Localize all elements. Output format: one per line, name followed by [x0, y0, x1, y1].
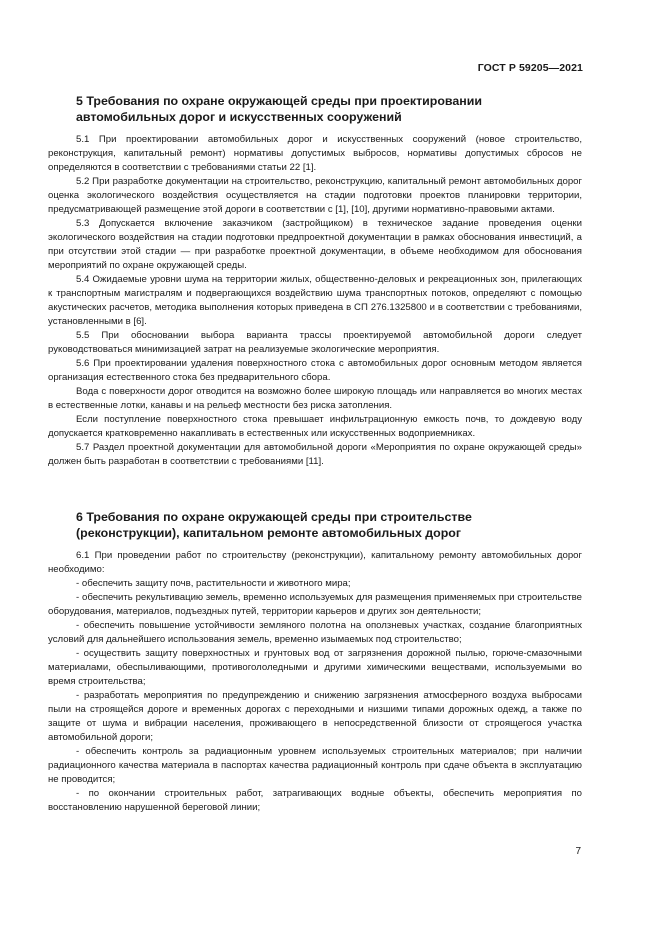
section-6-body — [48, 549, 582, 815]
paragraph-5-7: 5.7 Раздел проектной документации для автомобильной дороги «Мероприятия по охране окружающей среды» должен быть разработан в соответствии с требованиями [11]. — [48, 442, 582, 467]
list-item: - обеспечить контроль за радиационным уровнем используемых строительных материалов; при наличии радиационного качества материала в паспортах качества радиационный контроль при сдаче объекта в эксплуатацию не проводится; — [48, 746, 582, 785]
paragraph-6-1: 6.1 При проведении работ по строительству (реконструкции), капитальному ремонту автомобильных дорог необходимо: — [48, 550, 582, 575]
paragraph-5-2: 5.2 При разработке документации на строительство, реконструкцию, капитальный ремонт автомобильных дорог оценка экологического воздействия осуществляется на стадии подготовки проектов планировки территории, предусматривающей размещение этой дороги в соответствии с [1], [10], другими нормативно-правовыми актами. — [48, 176, 582, 215]
page-number: 7 — [575, 846, 581, 857]
paragraph-5-6: 5.6 При проектировании удаления поверхностного стока с автомобильных дорог основным методом является организация естественного стока без предварительного сбора. — [48, 358, 582, 383]
section-5-heading-line2: автомобильных дорог и искусственных сооружений — [76, 109, 402, 124]
list-item: - осуществить защиту поверхностных и грунтовых вод от загрязнения дорожной пылью, горюче-смазочными материалами, обеспыливающими, противогололедными и другими химическими веществами, используемыми во время строительства; — [48, 648, 582, 687]
list-item: - разработать мероприятия по предупреждению и снижению загрязнения атмосферного воздуха выбросами пыли на строящейся дороге и временных дорогах с переходными и низшими типами дорожных одежд, а также по защите от шума и вибрации населения, проживающего в непосредственной близости от строящегося участка автомобильной дороги; — [48, 690, 582, 743]
section-6-heading-line2: (реконструкции), капитальном ремонте автомобильных дорог — [76, 525, 462, 540]
paragraph-5-4: 5.4 Ожидаемые уровни шума на территории жилых, общественно-деловых и рекреационных зон, прилегающих к транспортным магистралям и подвергающихся воздействию шума транспортных потоков, определяют с помощью акустических расчетов, методика выполнения которых приведена в СП 276.1325800 и в соответствии с требованиями, установленными в [6]. — [48, 274, 582, 327]
section-6-heading-line1: 6 Требования по охране окружающей среды при строительстве — [76, 510, 472, 524]
paragraph-5-6-storage: Если поступление поверхностного стока превышает инфильтрационную емкость почв, то дождевую воду допускается кратковременно накапливать в естественных или искусственных водоприемниках. — [48, 414, 582, 439]
list-item: - обеспечить рекультивацию земель, временно используемых для размещения применяемых при строительстве оборудования, материалов, подъездных путей, территории карьеров и других зон деятельности; — [48, 592, 582, 617]
list-item: - обеспечить защиту почв, растительности и животного мира; — [76, 578, 351, 589]
section-5-heading-line1: 5 Требования по охране окружающей среды при проектировании — [76, 94, 482, 108]
paragraph-5-6-runoff: Вода с поверхности дорог отводится на возможно более широкую площадь или направляется во многих местах в естественные лотки, канавы и на рельеф местности без риска затопления. — [48, 386, 582, 411]
section-5-heading — [48, 94, 582, 125]
list-item: - обеспечить повышение устойчивости земляного полотна на оползневых участках, создание благоприятных условий для дальнейшего использования земель, временно изымаемых под строительство; — [48, 620, 582, 645]
standard-number: ГОСТ Р 59205—2021 — [477, 62, 583, 74]
section-6-heading — [48, 510, 582, 541]
paragraph-5-1: 5.1 При проектировании автомобильных дорог и искусственных сооружений (новое строительство, реконструкция, капитальный ремонт) нормативы допустимых выбросов, нормативы допустимых сбросов не определяются в соответствии с требованиями статьи 22 [1]. — [48, 134, 582, 173]
paragraph-5-5: 5.5 При обосновании выбора варианта трассы проектируемой автомобильной дороги следует руководствоваться минимизацией затрат на реализуемые экологические мероприятия. — [48, 330, 582, 355]
section-5-body — [48, 133, 582, 469]
paragraph-5-3: 5.3 Допускается включение заказчиком (застройщиком) в техническое задание проведения оценки экологического воздействия на стадии подготовки предпроектной документации в рамках обоснования инвестиций, а при отсутствии этой стадии — при разработке проектной документации, в объеме необходимом для обоснования мероприятий по охране окружающей среды. — [48, 218, 582, 271]
list-item: - по окончании строительных работ, затрагивающих водные объекты, обеспечить мероприятия по восстановлению нарушенной береговой линии; — [48, 788, 582, 813]
